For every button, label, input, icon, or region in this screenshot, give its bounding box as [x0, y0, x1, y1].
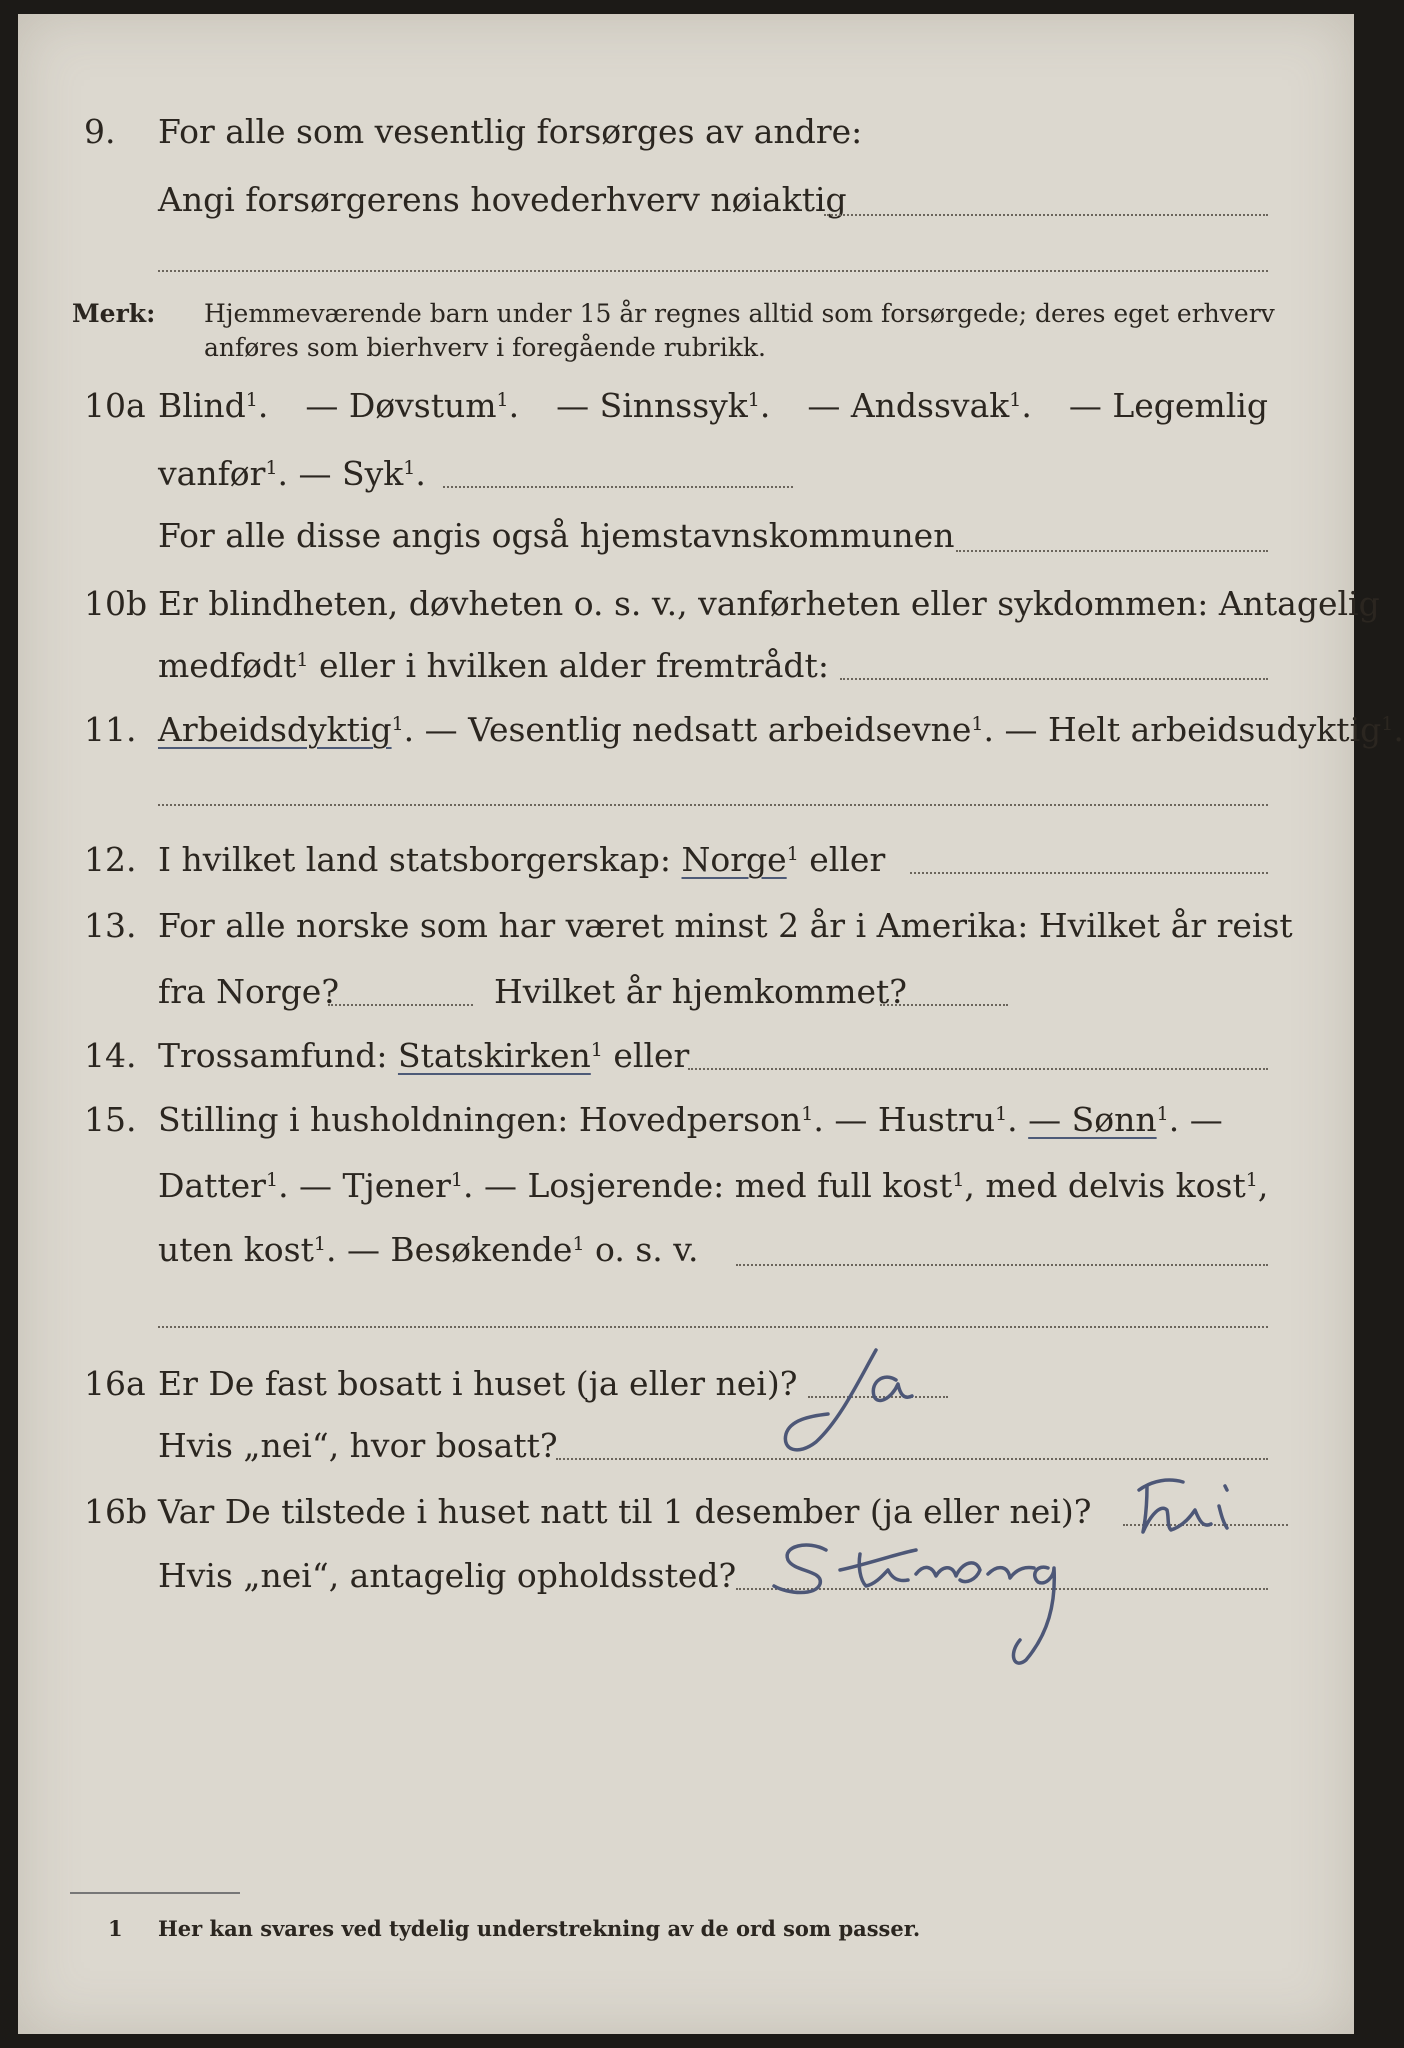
q16b-text: Var De tilstede i huset natt til 1 desember (ja eller nei)?	[158, 1492, 1092, 1531]
q15-extra-line[interactable]	[158, 1326, 1268, 1328]
q11-number: 11.	[84, 710, 137, 749]
q10a-number: 10a	[84, 386, 146, 425]
q15-answer-line[interactable]	[736, 1264, 1268, 1266]
handwriting-nei	[1103, 1466, 1273, 1546]
footnote-text: Her kan svares ved tydelig understrekning av de ord som passer.	[157, 1916, 921, 1941]
q10a-syk-answer-line[interactable]	[443, 486, 793, 488]
q12-number: 12.	[84, 840, 137, 879]
q15-text1: Stilling i husholdningen: Hovedperson$^1$. — Hustru$^1$. — Sønn$^1$. —	[158, 1100, 1223, 1139]
q16a-text2: Hvis „nei“, hvor bosatt?	[158, 1426, 558, 1465]
q16a-number: 16a	[84, 1364, 146, 1403]
q15-opt-sonn[interactable]: — Sønn	[1028, 1100, 1157, 1139]
q11-opt-arbeidsdyktig[interactable]: Arbeidsdyktig	[158, 710, 392, 749]
q10a-opt-blind[interactable]: Blind$^1$.	[158, 386, 269, 425]
q11-opt-udyktig[interactable]: — Helt arbeidsudyktig	[1004, 710, 1382, 749]
q13-text: For alle norske som har været minst 2 år i Amerika: Hvilket år reist	[158, 906, 1293, 945]
merk-label: Merk:	[72, 299, 156, 328]
q15-text2: Datter$^1$. — Tjener$^1$. — Losjerende: med full kost$^1$, med delvis kost$^1$,	[158, 1166, 1269, 1205]
q16a-bosatt-answer-line[interactable]	[556, 1458, 1268, 1460]
merk-text: Hjemmeværende barn under 15 år regnes alltid som forsørgede; deres eget erhverv	[204, 299, 1275, 328]
q10a-hjemstavn: For alle disse angis også hjemstavnskommunen	[158, 516, 955, 555]
q10a-opt-andssvak[interactable]: — Andssvak$^1$.	[807, 386, 1032, 425]
q10b-text2: medfødt$^1$ eller i hvilken alder fremtrådt:	[158, 646, 829, 685]
q9-text: For alle som vesentlig forsørges av andre:	[158, 112, 863, 151]
q15-text3: uten kost$^1$. — Besøkende$^1$ o. s. v.	[158, 1230, 699, 1269]
handwriting-stenberg	[748, 1524, 1118, 1674]
q10a-opt-dovstum[interactable]: — Døvstum$^1$.	[305, 386, 520, 425]
census-form-page	[18, 14, 1404, 2034]
footnote-mark: 1	[108, 1916, 123, 1941]
q16a-answer-line[interactable]	[808, 1396, 948, 1398]
q9-answer-line[interactable]	[824, 214, 1268, 216]
q10b-answer-line[interactable]	[840, 678, 1268, 680]
q16b-place-answer-line[interactable]	[736, 1588, 1268, 1590]
q13-hjemkommet: Hvilket år hjemkommet?	[494, 972, 907, 1011]
q16b-text2: Hvis „nei“, antagelig opholdssted?	[158, 1556, 737, 1595]
q16b-answer-line[interactable]	[1123, 1524, 1288, 1526]
q11-answer-line[interactable]	[158, 804, 1268, 806]
q14-opt-statskirken[interactable]: Statskirken	[397, 1036, 591, 1075]
q13-reist: fra Norge?	[158, 972, 340, 1011]
footnote-divider	[70, 1892, 240, 1894]
q13-hjemkommet-answer-line[interactable]	[880, 1004, 1008, 1006]
q14-answer-line[interactable]	[688, 1068, 1268, 1070]
merk-text2: anføres som bierhverv i foregående rubrikk.	[204, 333, 766, 362]
q11-options: Arbeidsdyktig$^1$. — Vesentlig nedsatt arbeidsevne$^1$. — Helt arbeidsudyktig$^1$.	[158, 710, 1404, 749]
q14-number: 14.	[84, 1036, 137, 1075]
q10a-options	[158, 386, 1268, 426]
q12-answer-line[interactable]	[910, 872, 1268, 874]
q9-extra-line[interactable]	[158, 270, 1268, 272]
q9-text2: Angi forsørgerens hovederhverv nøiaktig	[158, 180, 847, 219]
q16b-number: 16b	[84, 1492, 148, 1531]
q11-opt-nedsatt[interactable]: — Vesentlig nedsatt arbeidsevne	[424, 710, 972, 749]
q10b-text: Er blindheten, døvheten o. s. v., vanførheten eller sykdommen: Antagelig	[158, 584, 1380, 623]
q10a-vanfor[interactable]: vanfør$^1$. — Syk$^1$.	[158, 454, 426, 493]
q16a-text: Er De fast bosatt i huset (ja eller nei)?	[158, 1364, 798, 1403]
q9-number: 9.	[84, 112, 116, 151]
q13-reist-answer-line[interactable]	[328, 1004, 473, 1006]
q10a-opt-legemlig[interactable]: — Legemlig	[1068, 386, 1268, 425]
q10b-number: 10b	[84, 584, 148, 623]
q12-opt-norge[interactable]: Norge	[681, 840, 787, 879]
footnote	[108, 1916, 920, 1941]
q10a-opt-sinnssyk[interactable]: — Sinnssyk$^1$.	[556, 386, 771, 425]
q15-number: 15.	[84, 1100, 137, 1139]
q13-number: 13.	[84, 906, 137, 945]
q14-text: Trossamfund: Statskirken$^1$ eller	[158, 1036, 690, 1075]
q10a-hjemstavn-answer-line[interactable]	[956, 550, 1268, 552]
q12-text: I hvilket land statsborgerskap: Norge$^1$ eller	[158, 840, 886, 879]
